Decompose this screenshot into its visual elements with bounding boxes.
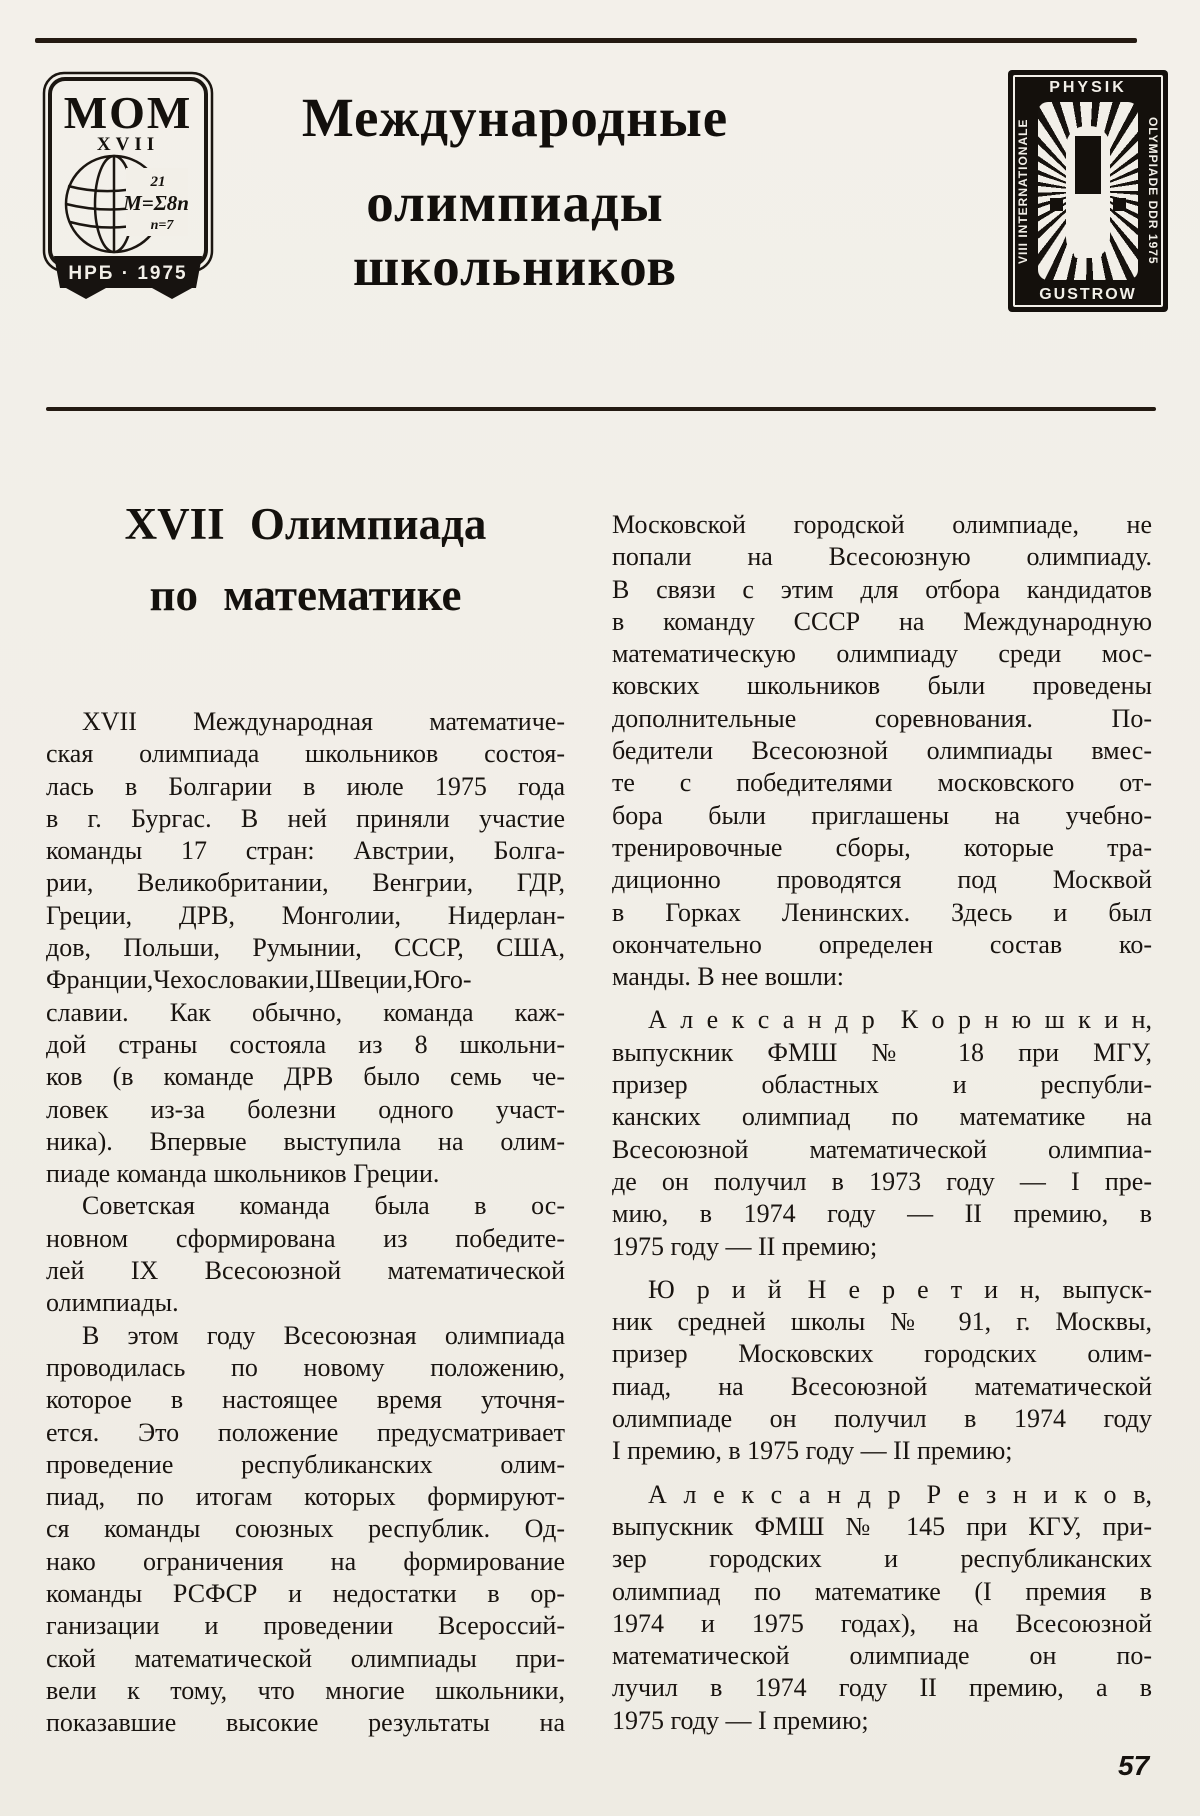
text-line: дов, Польши, Румынии, СССР, США, — [46, 933, 565, 963]
text-line: команды РСФСР и недостатки в ор- — [46, 1579, 565, 1609]
formula-lower-limit: n=7 — [150, 218, 174, 233]
stamp-square-left — [1050, 198, 1063, 211]
article-heading-line1: XVII Олимпиада — [124, 499, 487, 549]
text-line: математическую олимпиаду среди мос- — [612, 639, 1152, 669]
paragraph — [612, 509, 1152, 993]
text-line: команды 17 стран: Австрии, Болга- — [46, 836, 565, 866]
text-line: 1975 году — II премию; — [612, 1231, 878, 1261]
text-line: лась в Болгарии в июле 1975 года — [46, 771, 565, 801]
emblem-acronym: MOM — [63, 87, 193, 138]
text-line: пиад, по итогам которых формируют- — [46, 1482, 565, 1512]
section-title-line1: Международные — [301, 87, 729, 148]
text-line: ся команды союзных республик. Од- — [46, 1514, 565, 1544]
text-line: ника). Впервые выступила на олим- — [46, 1126, 565, 1156]
text-line: славии. Как обычно, команда каж- — [46, 997, 565, 1027]
text-line: де он получил в 1973 году — I пре- — [612, 1166, 1152, 1196]
formula-upper-limit: 21 — [150, 174, 166, 190]
emblem-banner-text: НРБ · 1975 — [68, 263, 188, 284]
text-line: 1975 году — I премию; — [612, 1705, 869, 1735]
section-title-line2: олимпиады школьников — [352, 172, 678, 297]
stamp-text-left: VIII INTERNATIONALE — [1016, 118, 1030, 264]
text-line: которое в настоящее время уточня- — [46, 1385, 565, 1415]
text-line: ская олимпиада школьников состоя- — [46, 739, 565, 769]
paragraph — [612, 1274, 1152, 1468]
text-line: олимпиаде он получил в 1974 году — [612, 1404, 1152, 1434]
text-line: рии, Великобритании, Венгрии, ГДР, — [46, 868, 565, 898]
paragraph — [46, 1320, 565, 1740]
paragraph — [612, 1479, 1152, 1737]
text-line: Советская команда была в ос- — [82, 1191, 565, 1221]
stamp-text-right: OLYMPIADE DDR 1975 — [1146, 117, 1160, 265]
text-line: мию, в 1974 году — II премию, в — [612, 1199, 1152, 1229]
text-line: Всесоюзной математической олимпиа- — [612, 1134, 1152, 1164]
text-line: бедители Всесоюзной олимпиады вмес- — [612, 736, 1152, 766]
paragraph — [46, 706, 565, 1190]
text-line: показавшие высокие результаты на — [46, 1708, 565, 1738]
text-line: дополнительные соревнования. По- — [612, 703, 1152, 733]
text-line: ловек из-за болезни одного участ- — [46, 1094, 565, 1124]
formula-main: M=Σ8n — [123, 191, 189, 215]
text-line: дой страны состояла из 8 школьни- — [46, 1029, 565, 1059]
text-line: В этом году Всесоюзная олимпиада — [82, 1320, 565, 1350]
text-line: ков (в команде ДРВ было семь че- — [46, 1062, 565, 1092]
text-line: нако ограничения на формирование — [46, 1546, 565, 1576]
text-line: Франции,Чехословакии,Швеции,Юго- — [46, 965, 472, 995]
text-line: выпускник ФМШ № 18 при МГУ, — [612, 1037, 1152, 1067]
text-line: канских олимпиад по математике на — [612, 1102, 1152, 1132]
stamp-prism-bar — [1075, 136, 1101, 194]
text-line: в г. Бургас. В ней приняли участие — [46, 803, 565, 833]
paragraph — [46, 1190, 565, 1319]
text-line: А л е к с а н д р Р е з н и к о в, — [648, 1479, 1152, 1509]
text-line: I премию, в 1975 году — II премию; — [612, 1436, 1013, 1466]
text-line: Ю р и й Н е р е т и н, выпуск- — [648, 1274, 1152, 1304]
article-heading — [46, 499, 565, 620]
text-line: вели к тому, что многие школьники, — [46, 1675, 565, 1705]
text-column-right — [612, 509, 1152, 1737]
page-number: 57 — [1118, 1750, 1150, 1781]
text-line: ник средней школы № 91, г. Москвы, — [612, 1307, 1152, 1337]
text-line: В связи с этим для отбора кандидатов — [612, 574, 1152, 604]
text-line: тренировочные сборы, которые тра- — [612, 832, 1152, 862]
emblem-edition: XVII — [96, 134, 160, 155]
text-line: призер Московских городских олим- — [612, 1339, 1152, 1369]
stamp-square-right — [1113, 198, 1126, 211]
text-line: те с победителями московского от- — [612, 768, 1152, 798]
banner-tail-left — [66, 288, 106, 299]
text-line: зер городских и республиканских — [612, 1544, 1152, 1574]
mom-olympiad-emblem — [40, 70, 220, 300]
text-line: ковских школьников были проведены — [612, 671, 1152, 701]
text-line: бора были приглашены на учебно- — [612, 800, 1152, 830]
stamp-text-bottom: GUSTROW — [1039, 286, 1137, 303]
text-line: ской математической олимпиады при- — [46, 1643, 565, 1673]
text-line: Греции, ДРВ, Монголии, Нидерлан- — [46, 900, 565, 930]
magazine-section-title — [205, 86, 825, 298]
text-line: манды. В нее вошли: — [612, 962, 844, 992]
text-line: проведение республиканских олим- — [46, 1449, 565, 1479]
article-heading-line2: по математике — [149, 570, 462, 620]
text-line: диционно проводятся под Москвой — [612, 865, 1152, 895]
divider-rule — [46, 407, 1156, 411]
text-column-left — [46, 706, 565, 1740]
stamp-text-top: PHYSIK — [1049, 79, 1127, 96]
text-line: пиад, на Всесоюзной математической — [612, 1371, 1152, 1401]
text-line: попали на Всесоюзную олимпиаду. — [612, 542, 1152, 572]
text-line: в Горках Ленинских. Здесь и был — [612, 897, 1152, 927]
text-line: проводилась по новому положению, — [46, 1352, 565, 1382]
text-line: ганизации и проведении Всероссий- — [46, 1611, 565, 1641]
text-line: окончательно определен состав ко- — [612, 929, 1152, 959]
text-line: олимпиады. — [46, 1288, 179, 1318]
text-line: Московской городской олимпиаде, не — [612, 510, 1152, 539]
text-line: лей IX Всесоюзной математической — [46, 1256, 565, 1286]
text-line: пиаде команда школьников Греции. — [46, 1159, 440, 1189]
text-line: выпускник ФМШ № 145 при КГУ, при- — [612, 1511, 1152, 1541]
text-line: XVII Международная математиче- — [82, 707, 565, 736]
text-line: новном сформирована из победите- — [46, 1223, 565, 1253]
paragraph — [612, 1004, 1152, 1262]
text-line: в команду СССР на Международную — [612, 606, 1152, 636]
stamp-lamp-shape — [1074, 200, 1102, 258]
text-line: математической олимпиаде он по- — [612, 1641, 1152, 1671]
text-line: А л е к с а н д р К о р н ю ш к и н, — [648, 1005, 1152, 1035]
physics-olympiad-stamp — [1008, 70, 1168, 312]
text-line: олимпиад по математике (I премия в — [612, 1576, 1152, 1606]
text-line: 1974 и 1975 годах), на Всесоюзной — [612, 1608, 1152, 1638]
top-rule — [35, 38, 1137, 43]
text-line: лучил в 1974 году II премию, а в — [612, 1673, 1152, 1703]
stamp-sunburst — [1038, 102, 1138, 280]
text-line: ется. Это положение предусматривает — [46, 1417, 565, 1447]
banner-tail-right — [152, 288, 192, 299]
text-line: призер областных и республи- — [612, 1070, 1152, 1100]
